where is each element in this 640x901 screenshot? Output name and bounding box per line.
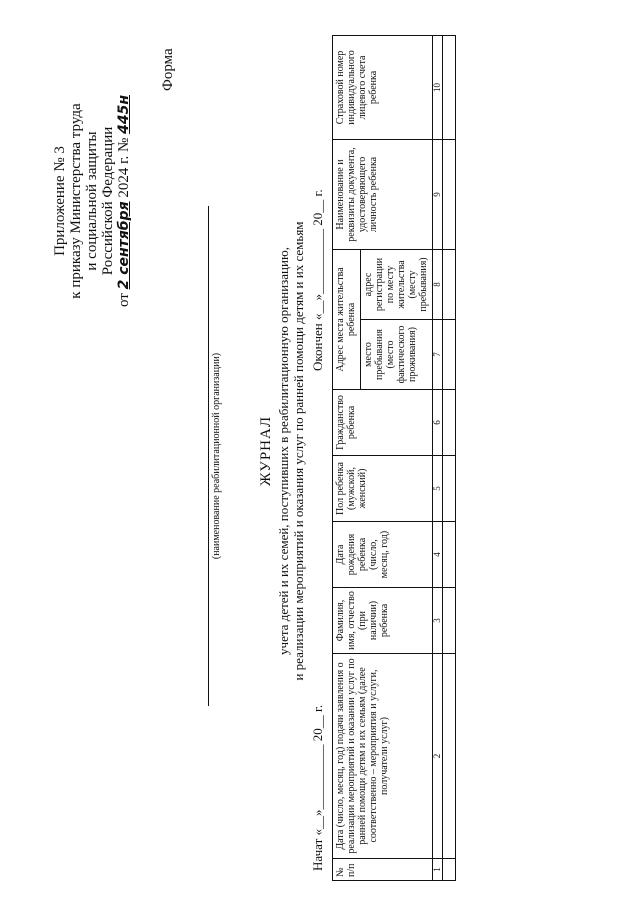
table-cell bbox=[443, 320, 456, 390]
header-insurance-number: Страховой номер индивидуального лицевого счета ребенка bbox=[333, 35, 433, 139]
header-place-of-stay: место пребывания (место фактического проживания) bbox=[361, 320, 433, 390]
header-registration-address: адрес регистрации по месту жительства (месту пребывания) bbox=[361, 249, 433, 319]
table-cell bbox=[443, 654, 456, 859]
appendix-date-line bbox=[116, 11, 132, 391]
table-cell bbox=[443, 35, 456, 139]
finished-date: Окончен «__»__________ 20__ г. bbox=[310, 189, 325, 371]
appendix-title: Приложение № 3 bbox=[52, 146, 68, 256]
date-year: 2024 г. № bbox=[116, 137, 132, 198]
table-cell bbox=[443, 859, 456, 881]
column-number: 10 bbox=[433, 35, 443, 139]
header-application-date: Дата (число, месяц, год) подачи заявления о реализации мероприятий и оказании услуг по ранней помощи детям и их семьям (далее соответственно – мероприятия и услуги, получатели услуг) bbox=[333, 654, 433, 859]
header-birth-date: Дата рождения ребенка (число, месяц, год) bbox=[333, 522, 433, 588]
header-citizenship: Гражданство ребенка bbox=[333, 390, 433, 456]
column-number: 3 bbox=[433, 588, 443, 654]
column-number: 4 bbox=[433, 522, 443, 588]
date-prefix: от bbox=[116, 293, 132, 308]
table-cell bbox=[443, 588, 456, 654]
header-residence-address: Адрес места жительства ребенка bbox=[333, 249, 361, 389]
organization-name-line bbox=[208, 206, 209, 706]
table-row bbox=[443, 35, 456, 880]
appendix-line-ministry: и социальной защиты bbox=[84, 131, 100, 271]
header-number: № п/п bbox=[333, 859, 433, 881]
column-number: 2 bbox=[433, 654, 443, 859]
order-number-handwritten: 445н bbox=[116, 94, 132, 134]
column-number: 8 bbox=[433, 249, 443, 319]
journal-title: ЖУРНАЛ bbox=[258, 415, 274, 487]
table-cell bbox=[443, 139, 456, 249]
column-number: 5 bbox=[433, 456, 443, 522]
column-number-row bbox=[433, 35, 443, 880]
column-number: 9 bbox=[433, 139, 443, 249]
header-sex: Пол ребенка (мужской, женский) bbox=[333, 456, 433, 522]
started-date: Начат «__»__________ 20__ г. bbox=[310, 704, 325, 871]
column-number: 1 bbox=[433, 859, 443, 881]
date-day-handwritten: 2 сентября bbox=[116, 201, 132, 290]
column-number: 7 bbox=[433, 320, 443, 390]
table-cell bbox=[443, 522, 456, 588]
header-child-name: Фамилия, имя, отчество (при наличии) ребенка bbox=[333, 588, 433, 654]
appendix-header bbox=[52, 11, 132, 391]
journal-subtitle-line2: и реализации мероприятий и оказания услуг по ранней помощи детям и их семьям bbox=[291, 221, 306, 681]
table-header-row bbox=[333, 35, 361, 880]
form-label: Форма bbox=[160, 48, 176, 91]
table-cell bbox=[443, 390, 456, 456]
table-cell bbox=[443, 249, 456, 319]
journal-subtitle-line1: учета детей и их семей, поступивших в реабилитационную организацию, bbox=[276, 247, 291, 655]
column-number: 6 bbox=[433, 390, 443, 456]
header-identity-document: Наименование и реквизиты документа, удостоверяющего личность ребенка bbox=[333, 139, 433, 249]
table-cell bbox=[443, 456, 456, 522]
appendix-line-order: к приказу Министерства труда bbox=[68, 103, 84, 299]
organization-caption: (наименование реабилитационной организации) bbox=[211, 352, 222, 560]
journal-table bbox=[332, 35, 456, 881]
appendix-line-country: Российской Федерации bbox=[100, 126, 116, 276]
